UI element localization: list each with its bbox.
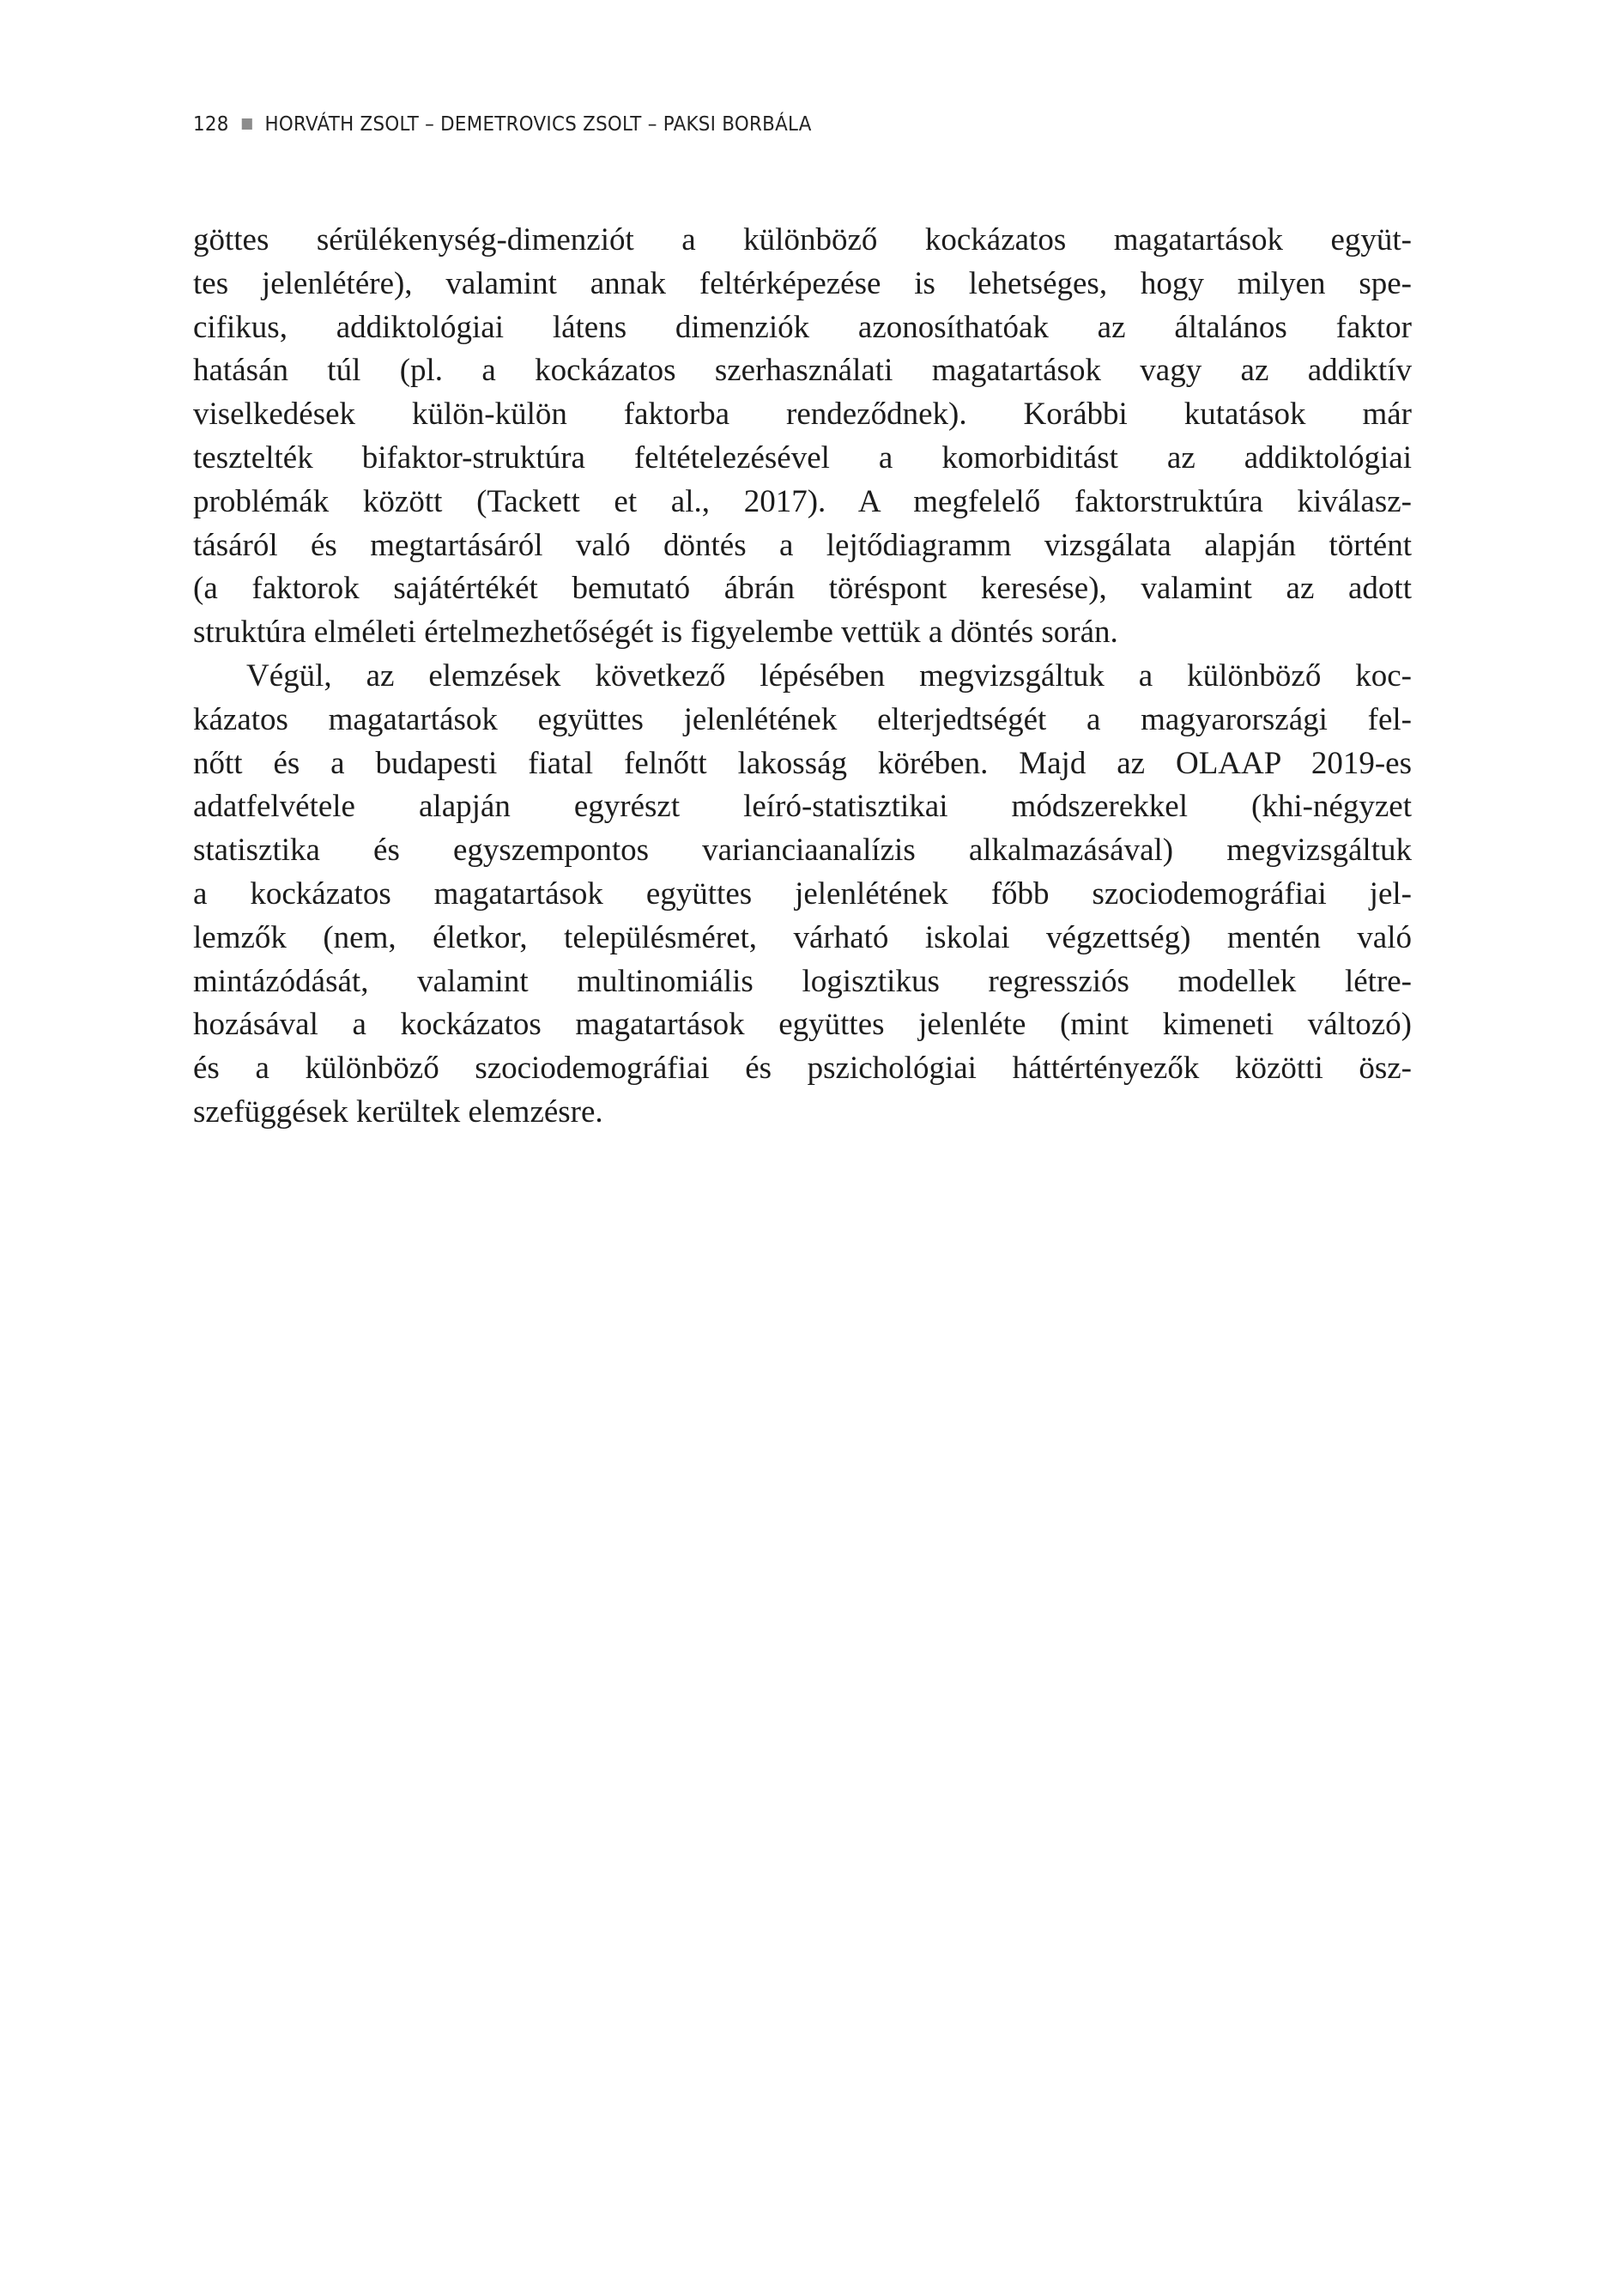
text-line: hozásával a kockázatos magatartások együttes jelenléte (mint kimeneti változó) — [193, 1007, 1412, 1043]
text-line: tesztelték bifaktor-struktúra feltételezésével a komorbiditást az addiktológiai — [193, 439, 1412, 476]
paragraph-2 — [193, 655, 1412, 1135]
text-line: viselkedések külön-külön faktorba rendeződnek). Korábbi kutatások már — [193, 397, 1412, 433]
header-authors: HORVÁTH ZSOLT – DEMETROVICS ZSOLT – PAKSI BORBÁLA — [264, 113, 812, 136]
text-line: struktúra elméleti értelmezhetőségét is figyelembe vettük a döntés során. — [193, 615, 1118, 651]
text-line: és a különböző szociodemográfiai és pszichológiai háttértényezők közötti ösz- — [193, 1051, 1412, 1087]
text-line: (a faktorok sajátértékét bemutató ábrán töréspont keresése), valamint az adott — [193, 571, 1412, 607]
text-line: tes jelenlétére), valamint annak feltérképezése is lehetséges, hogy milyen spe- — [193, 265, 1412, 301]
text-line: statisztika és egyszempontos varianciaanalízis alkalmazásával) megvizsgáltuk — [193, 833, 1412, 869]
text-line: tásáról és megtartásáról való döntés a lejtődiagramm vizsgálata alapján történt — [193, 527, 1412, 563]
text-line: lemzők (nem, életkor, településméret, várható iskolai végzettség) mentén való — [193, 919, 1412, 955]
body-text — [193, 219, 1412, 1135]
text-line: Végül, az elemzések következő lépésében megvizsgáltuk a különböző koc- — [246, 657, 1412, 694]
text-line: kázatos magatartások együttes jelenlétének elterjedtségét a magyarországi fel- — [193, 701, 1412, 737]
running-header — [193, 113, 812, 136]
text-line: hatásán túl (pl. a kockázatos szerhasználati magatartások vagy az addiktív — [193, 353, 1412, 389]
text-line: cifikus, addiktológiai látens dimenziók azonosíthatóak az általános faktor — [193, 309, 1412, 345]
text-line: adatfelvétele alapján egyrészt leíró-statisztikai módszerekkel (khi-négyzet — [193, 789, 1412, 825]
separator-square-icon — [242, 118, 252, 130]
text-line: nőtt és a budapesti fiatal felnőtt lakosság körében. Majd az OLAAP 2019-es — [193, 745, 1412, 781]
paragraph-1 — [193, 219, 1412, 655]
text-line: mintázódását, valamint multinomiális logisztikus regressziós modellek létre- — [193, 963, 1412, 999]
text-line: göttes sérülékenység-dimenziót a különböző kockázatos magatartások együt- — [193, 222, 1412, 257]
text-line: problémák között (Tackett et al., 2017). A megfelelő faktorstruktúra kiválasz- — [193, 483, 1412, 519]
text-line: szefüggések kerültek elemzésre. — [193, 1093, 603, 1130]
text-line: a kockázatos magatartások együttes jelenlétének főbb szociodemográfiai jel- — [193, 875, 1412, 912]
page-number: 128 — [193, 113, 229, 136]
